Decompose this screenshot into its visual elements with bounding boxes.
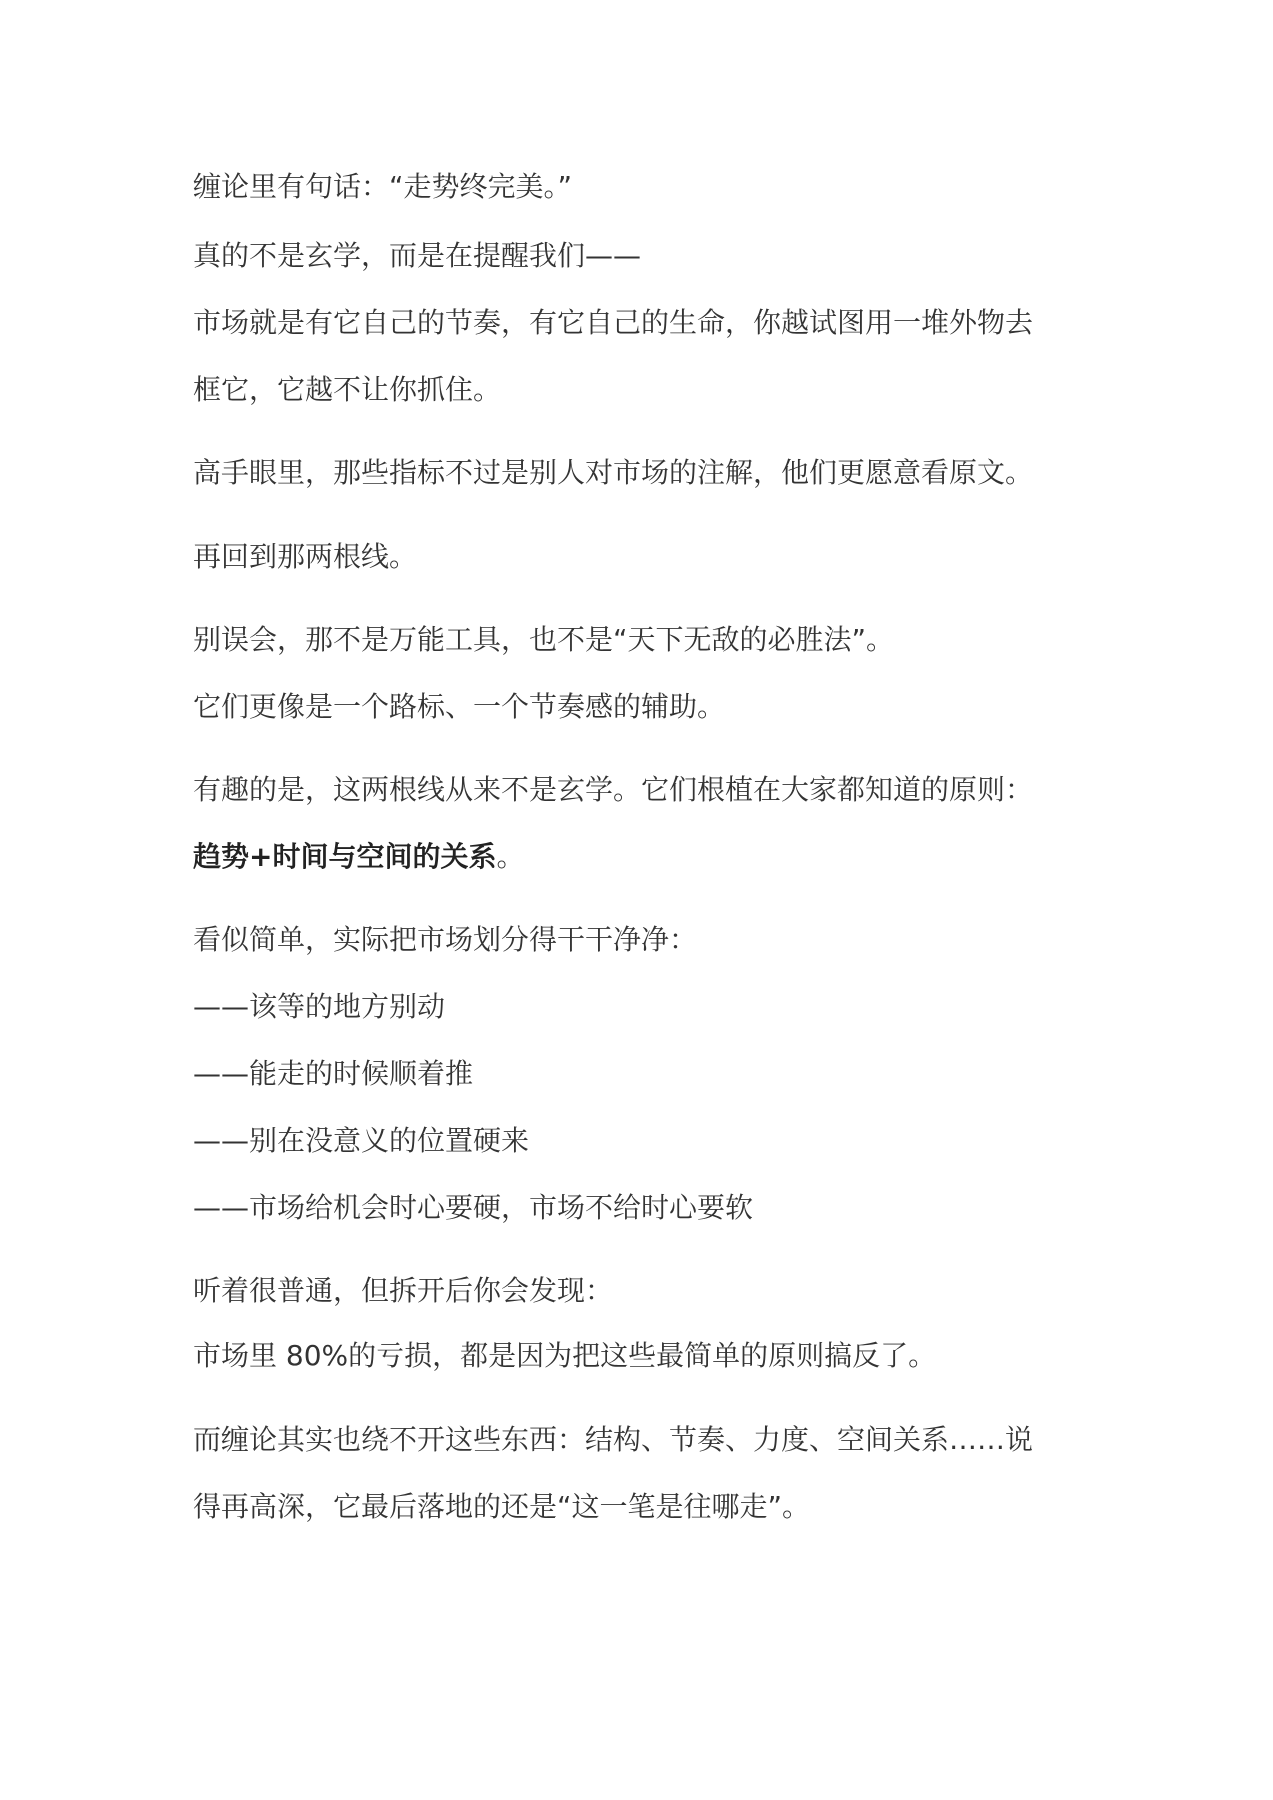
paragraph-line: 真的不是玄学，而是在提醒我们—— — [193, 239, 642, 272]
dash-list-item: ——别在没意义的位置硬来 — [193, 1124, 530, 1157]
paragraph-line: 缠论里有句话：“走势终完美。” — [193, 170, 573, 203]
dash-list-item: ——能走的时候顺着推 — [193, 1057, 474, 1090]
paragraph-line: 它们更像是一个路标、一个节奏感的辅助。 — [193, 690, 726, 723]
paragraph-line: 高手眼里，那些指标不过是别人对市场的注解，他们更愿意看原文。 — [193, 456, 1034, 489]
paragraph-line: 而缠论其实也绕不开这些东西：结构、节奏、力度、空间关系……说 — [193, 1423, 1034, 1456]
paragraph-line: 市场就是有它自己的节奏，有它自己的生命，你越试图用一堆外物去 — [193, 306, 1034, 339]
paragraph-line: 市场里 80%的亏损，都是因为把这些最简单的原则搞反了。 — [193, 1339, 937, 1372]
paragraph-line: 框它，它越不让你抓住。 — [193, 373, 502, 406]
paragraph-line: 得再高深，它最后落地的还是“这一笔是往哪走”。 — [193, 1490, 811, 1523]
paragraph-line: 再回到那两根线。 — [193, 540, 418, 573]
paragraph-line: 有趣的是，这两根线从来不是玄学。它们根植在大家都知道的原则： — [193, 773, 1034, 806]
dash-list-item: ——市场给机会时心要硬，市场不给时心要软 — [193, 1191, 754, 1224]
paragraph-line: 听着很普通，但拆开后你会发现： — [193, 1274, 614, 1307]
principle-line — [193, 837, 524, 877]
principle-tail-text: 。 — [496, 840, 525, 873]
dash-list-item: ——该等的地方别动 — [193, 990, 446, 1023]
paragraph-line: 别误会，那不是万能工具，也不是“天下无敌的必胜法”。 — [193, 623, 895, 656]
paragraph-line: 看似简单，实际把市场划分得干干净净： — [193, 923, 698, 956]
principle-bold-text: 趋势+时间与空间的关系 — [193, 840, 497, 873]
